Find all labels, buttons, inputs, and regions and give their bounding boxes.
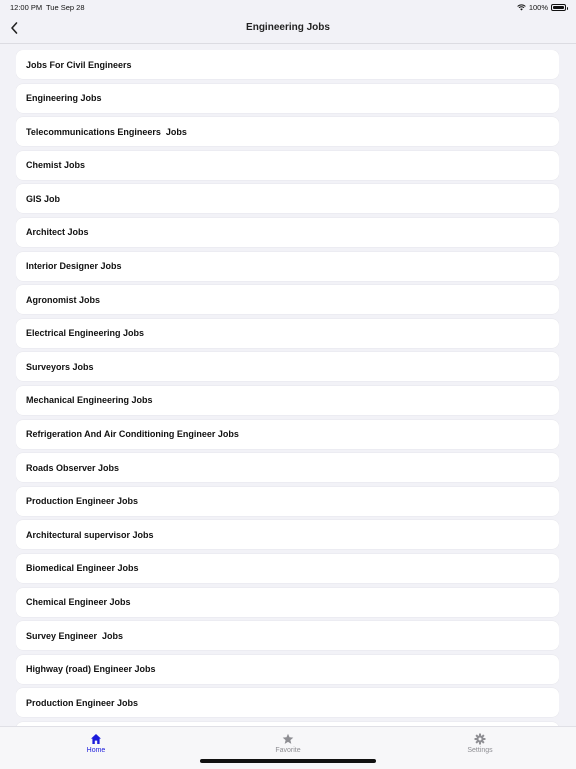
tab-favorite-label: Favorite [275,747,301,754]
page-title: Engineering Jobs [246,22,330,33]
job-category-list[interactable] [16,50,559,726]
star-icon [282,733,294,745]
home-indicator [200,759,376,763]
tab-home-label: Home [86,747,106,754]
battery-percent: 100% [528,3,548,12]
list-item[interactable]: Interior Designer Jobs [16,252,559,281]
list-item[interactable]: Chemist Jobs [16,151,559,180]
tab-settings-label: Settings [467,747,493,754]
list-item[interactable]: Mechanical Engineering Jobs [16,386,559,415]
list-item[interactable]: Survey Engineer Jobs [16,621,559,650]
list-item[interactable]: Chemical Engineer Jobs [16,588,559,617]
list-item[interactable]: Electrical Engineering Jobs [16,319,559,348]
battery-icon [551,4,566,11]
list-item[interactable]: Telecommunications Engineers Jobs [16,117,559,146]
navigation-bar [0,14,576,44]
house-icon [90,733,102,745]
list-item[interactable]: Roads Observer Jobs [16,453,559,482]
tab-home[interactable] [56,733,136,754]
tab-settings[interactable] [440,733,520,754]
list-item[interactable]: Refrigeration And Air Conditioning Engineer Jobs [16,420,559,449]
tab-favorite[interactable] [248,733,328,754]
status-time: 12:00 PM [10,3,43,12]
list-item[interactable]: GIS Job [16,184,559,213]
list-item[interactable]: Highway (road) Engineer Jobs [16,655,559,684]
list-item[interactable]: Surveyors Jobs [16,352,559,381]
list-item[interactable]: Production Engineer Jobs [16,487,559,516]
status-bar [0,0,576,14]
list-item[interactable]: Engineering Jobs [16,84,559,113]
list-item[interactable]: Production Engineer Jobs [16,688,559,717]
list-item[interactable]: Agronomist Jobs [16,285,559,314]
list-item[interactable]: Architect Jobs [16,218,559,247]
list-item[interactable]: Jobs For Civil Engineers [16,50,559,79]
list-item[interactable]: Biomedical Engineer Jobs [16,554,559,583]
list-item[interactable]: Architectural supervisor Jobs [16,520,559,549]
gear-icon [474,733,486,745]
status-indicators [517,3,566,12]
status-date: Tue Sep 28 [46,3,85,12]
wifi-icon [517,4,526,11]
